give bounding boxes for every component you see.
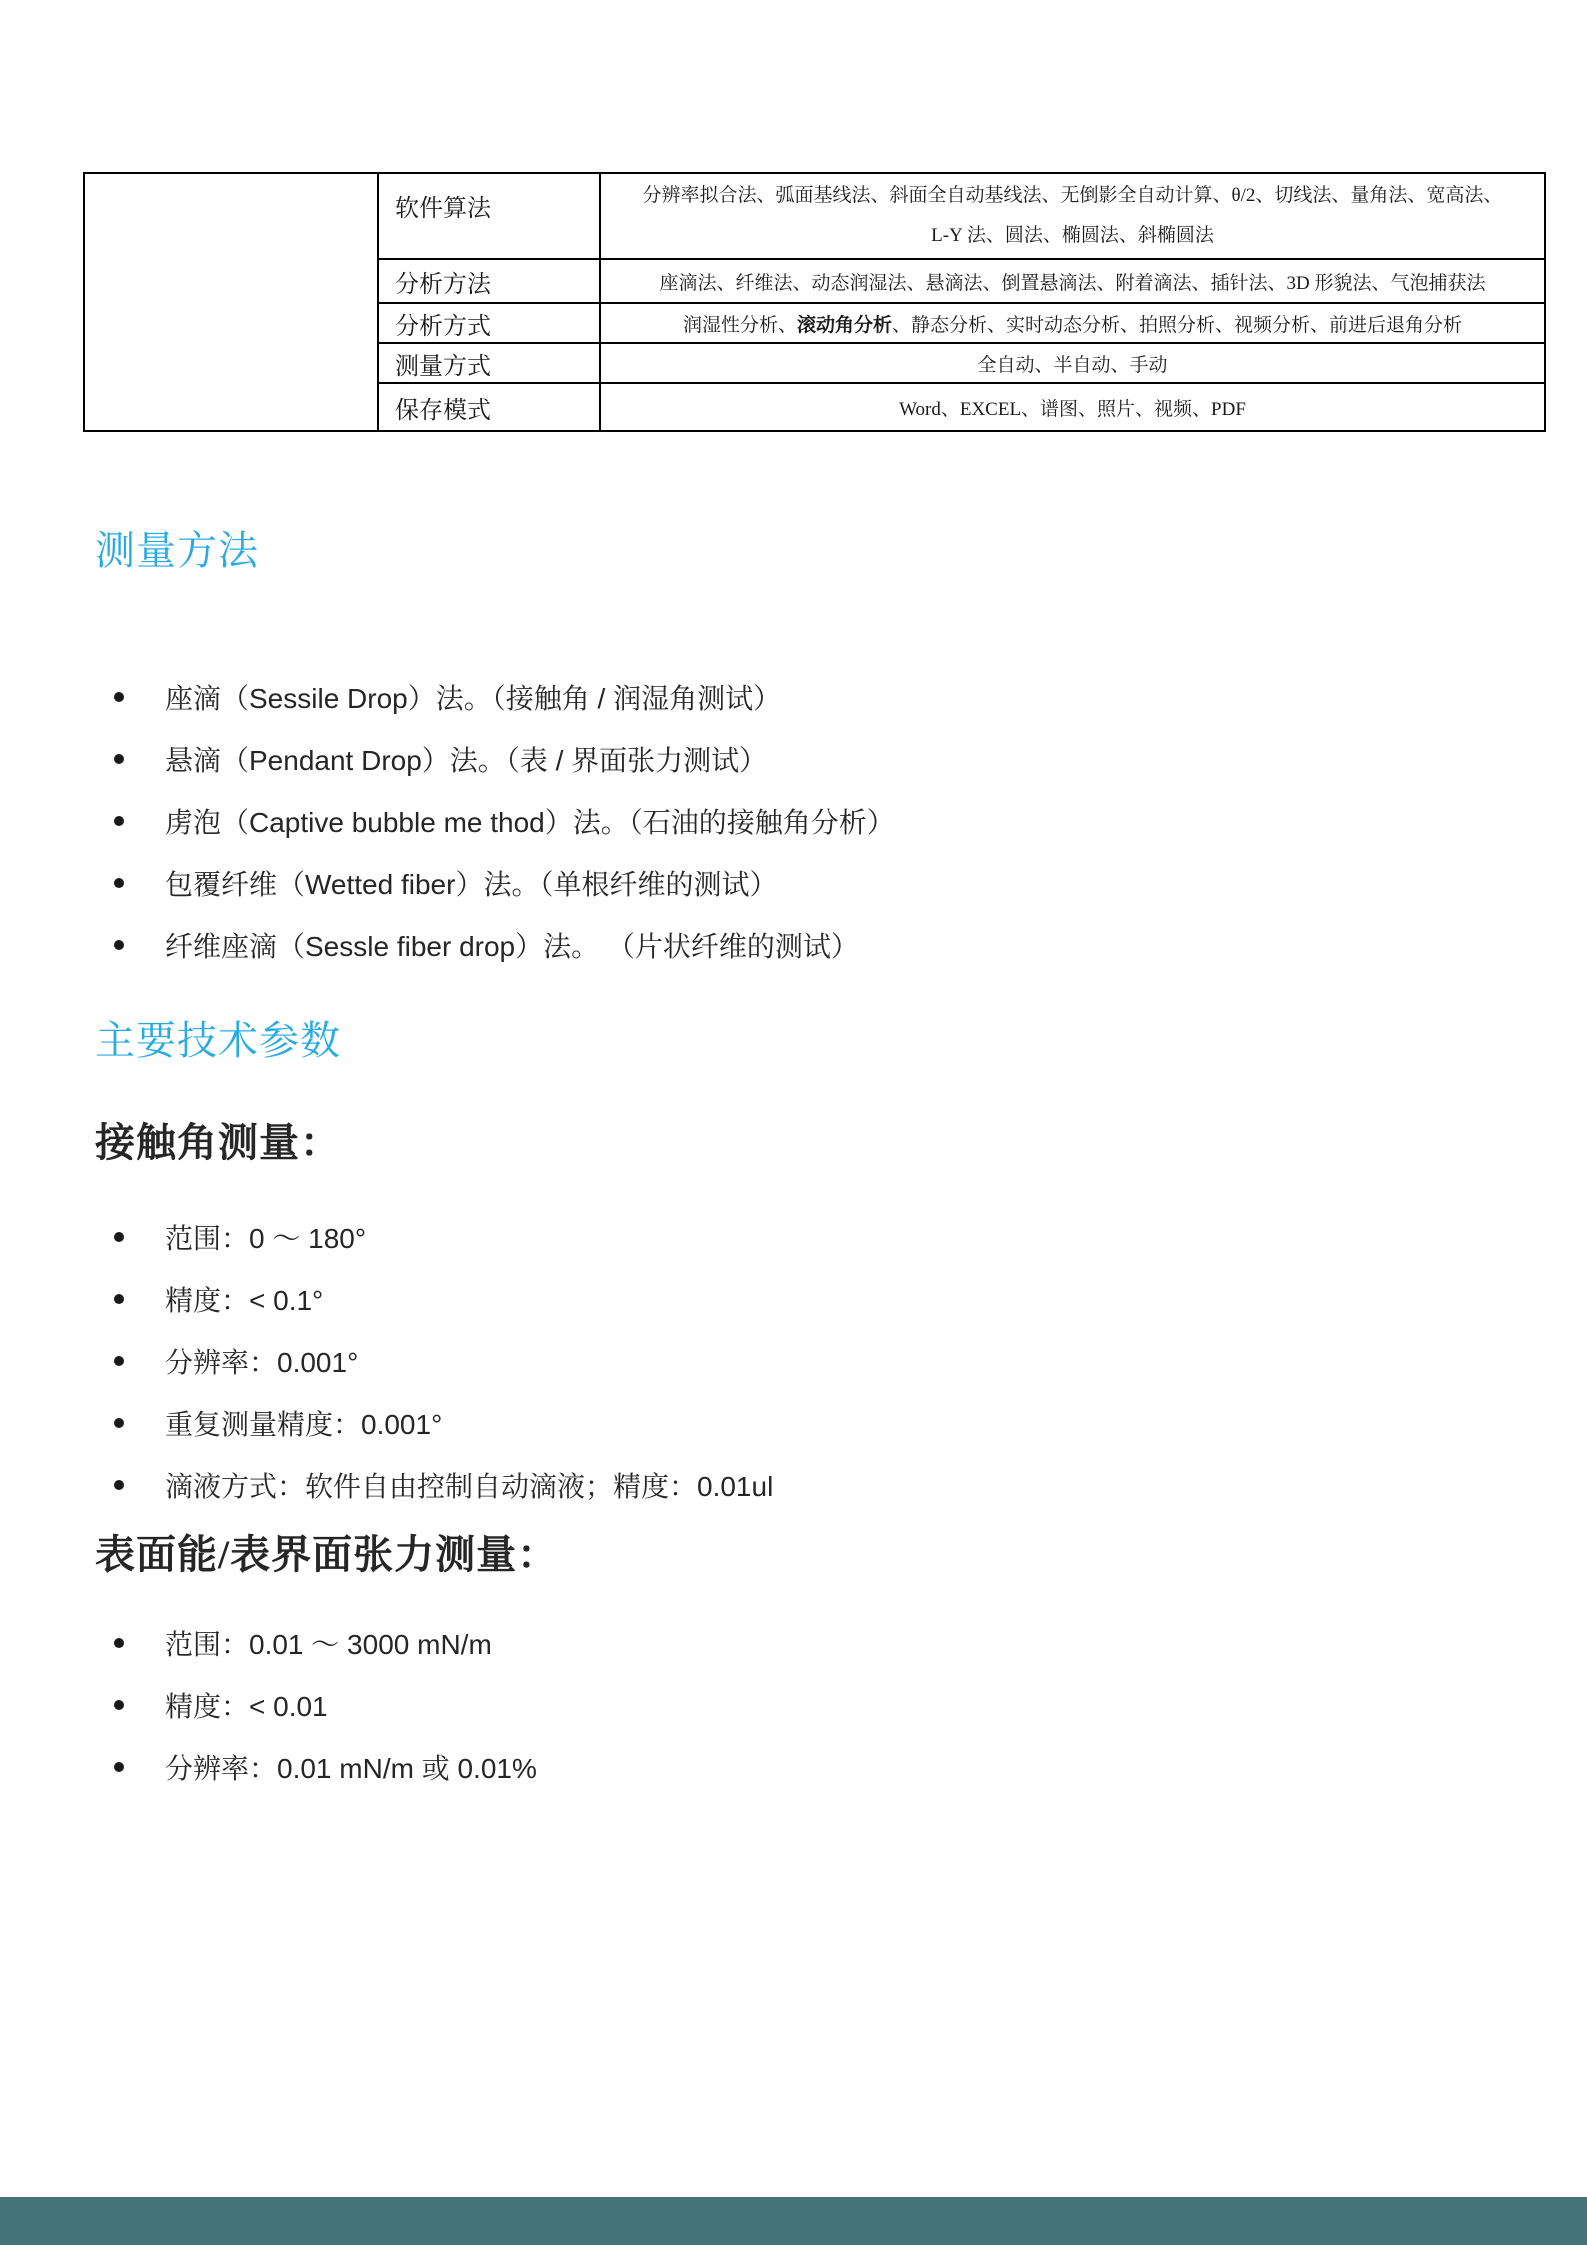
list-item-text: 分辨率：0.01 mN/m 或 0.01% xyxy=(165,1753,537,1784)
bullet-icon xyxy=(114,1700,124,1710)
bullet-list-surface-energy xyxy=(112,1612,537,1798)
section-heading-measurement-methods: 测量方法 xyxy=(95,528,259,573)
spec-row-value: 全自动、半自动、手动 xyxy=(600,343,1545,383)
list-item-text: 范围：0.01 ～ 3000 mN/m xyxy=(165,1629,492,1660)
list-item-text: 包覆纤维（Wetted fiber）法。（单根纤维的测试） xyxy=(165,869,778,900)
bullet-list-contact-angle xyxy=(112,1206,773,1516)
table-row xyxy=(84,173,1545,259)
spec-row-label: 软件算法 xyxy=(378,173,600,259)
list-item-text: 悬滴（Pendant Drop）法。（表 / 界面张力测试） xyxy=(165,745,768,776)
spec-row-label: 保存模式 xyxy=(378,383,600,431)
bullet-icon xyxy=(114,754,124,764)
spec-row-value xyxy=(600,303,1545,343)
section-heading-main-tech-params: 主要技术参数 xyxy=(95,1018,341,1063)
subsection-heading-contact-angle: 接触角测量： xyxy=(95,1120,341,1165)
value-line-1: 分辨率拟合法、弧面基线法、斜面全自动基线法、无倒影全自动计算、θ/2、切线法、量角法、宽高法、 xyxy=(642,185,1503,206)
value-prefix: 润湿性分析、 xyxy=(682,314,797,336)
list-item xyxy=(112,1674,537,1736)
spec-row-label: 测量方式 xyxy=(378,343,600,383)
list-item-text: 纤维座滴（Sessle fiber drop）法。 （片状纤维的测试） xyxy=(165,931,859,962)
spec-row-value: Word、EXCEL、谱图、照片、视频、PDF xyxy=(600,383,1545,431)
list-item xyxy=(112,914,895,976)
list-item-text: 座滴（Sessile Drop）法。（接触角 / 润湿角测试） xyxy=(165,683,782,714)
subsection-heading-surface-energy: 表面能/表界面张力测量： xyxy=(95,1532,559,1577)
bullet-icon xyxy=(114,692,124,702)
bullet-icon xyxy=(114,1480,124,1490)
spec-row-label: 分析方式 xyxy=(378,303,600,343)
list-item-text: 重复测量精度：0.001° xyxy=(165,1409,443,1440)
list-item xyxy=(112,1454,773,1516)
bullet-icon xyxy=(114,1356,124,1366)
bullet-icon xyxy=(114,878,124,888)
value-line-2: L-Y 法、圆法、椭圆法、斜椭圆法 xyxy=(931,225,1214,246)
list-item xyxy=(112,852,895,914)
list-item xyxy=(112,790,895,852)
spec-table xyxy=(83,172,1546,432)
value-bold: 滚动角分析 xyxy=(796,314,892,336)
list-item xyxy=(112,1736,537,1798)
list-item-text: 分辨率：0.001° xyxy=(165,1347,359,1378)
spec-row-value: 座滴法、纤维法、动态润湿法、悬滴法、倒置悬滴法、附着滴法、插针法、3D 形貌法、气泡捕获法 xyxy=(600,259,1545,303)
spec-table-empty-cell xyxy=(84,173,378,431)
bullet-icon xyxy=(114,1418,124,1428)
list-item xyxy=(112,1392,773,1454)
list-item xyxy=(112,666,895,728)
bullet-icon xyxy=(114,1638,124,1648)
list-item xyxy=(112,1206,773,1268)
bullet-icon xyxy=(114,940,124,950)
list-item-text: 精度：< 0.1° xyxy=(165,1285,324,1316)
footer-bar xyxy=(0,2197,1587,2245)
list-item xyxy=(112,1268,773,1330)
list-item xyxy=(112,1612,537,1674)
value-suffix: 、静态分析、实时动态分析、拍照分析、视频分析、前进后退角分析 xyxy=(892,314,1463,336)
list-item xyxy=(112,1330,773,1392)
bullet-list-measurement-methods xyxy=(112,666,895,976)
bullet-icon xyxy=(114,1232,124,1242)
bullet-icon xyxy=(114,1762,124,1772)
spec-row-label: 分析方法 xyxy=(378,259,600,303)
bullet-icon xyxy=(114,816,124,826)
spec-row-value xyxy=(600,173,1545,259)
list-item-text: 精度：< 0.01 xyxy=(165,1691,328,1722)
list-item xyxy=(112,728,895,790)
list-item-text: 范围：0 ～ 180° xyxy=(165,1223,367,1254)
bullet-icon xyxy=(114,1294,124,1304)
list-item-text: 滴液方式：软件自由控制自动滴液；精度：0.01ul xyxy=(165,1471,774,1502)
list-item-text: 虏泡（Captive bubble me thod）法。（石油的接触角分析） xyxy=(165,807,895,838)
